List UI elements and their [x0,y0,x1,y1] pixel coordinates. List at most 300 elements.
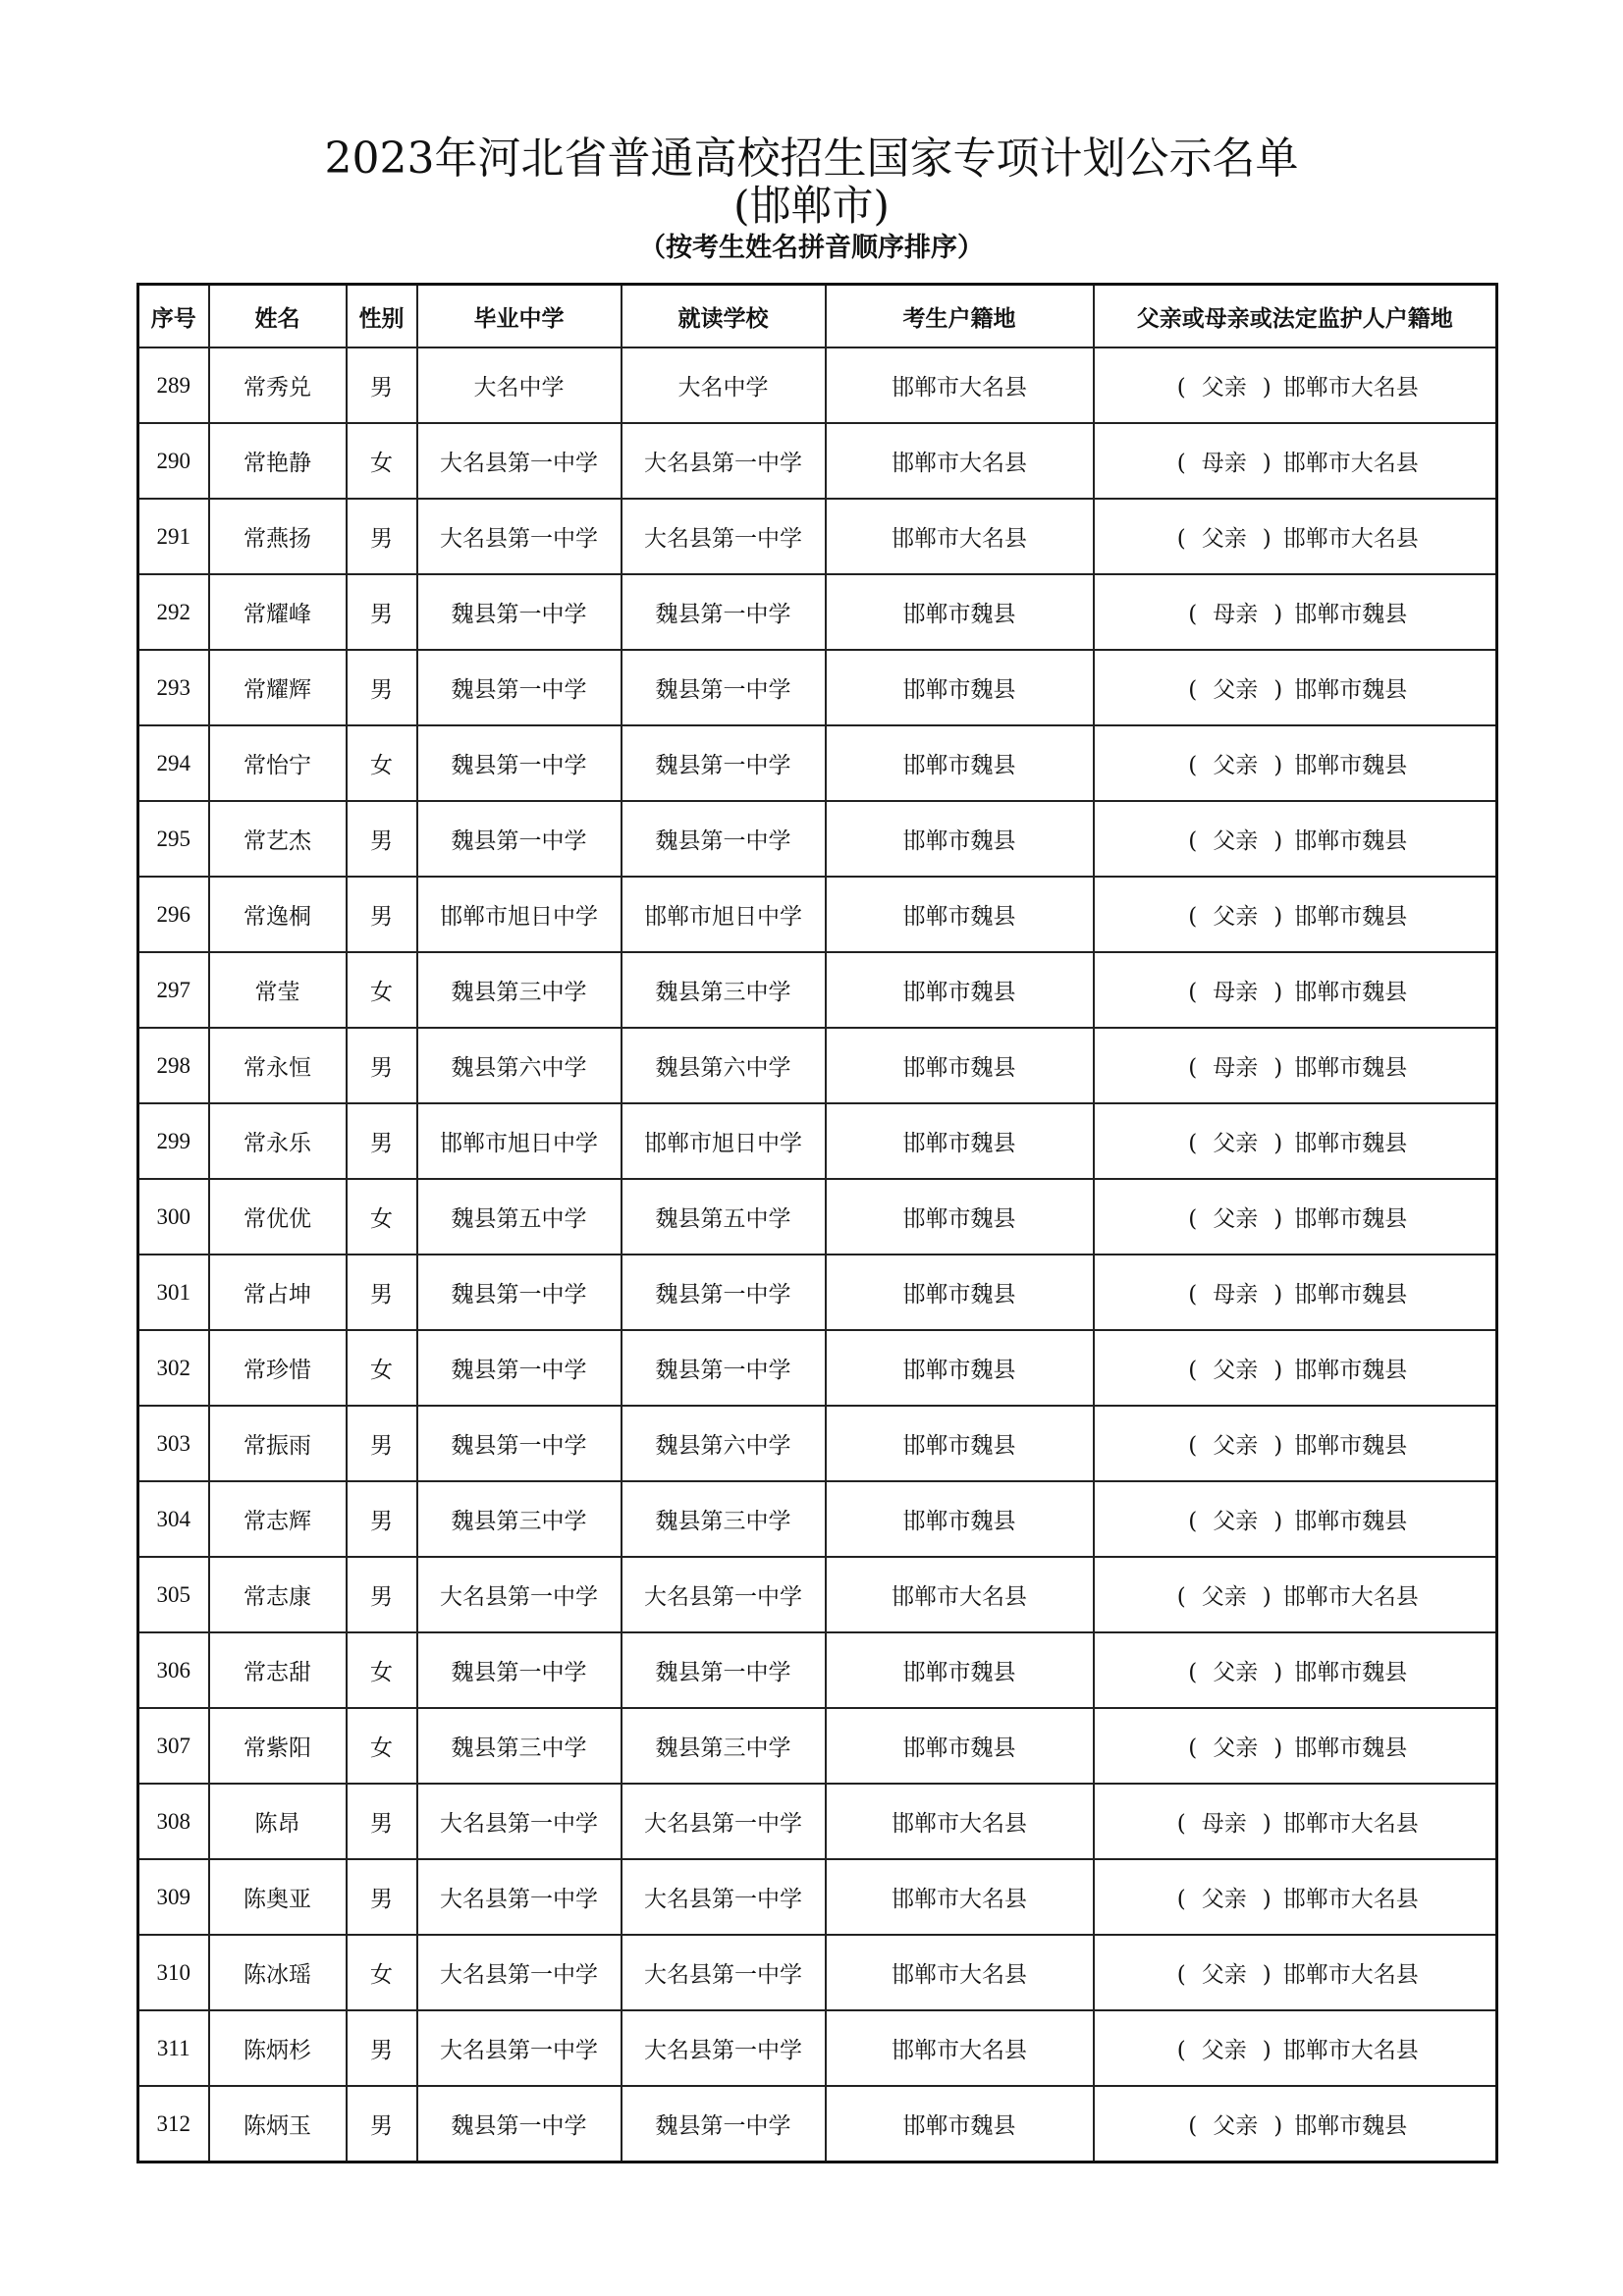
guardian-label: 父亲 [1213,1509,1259,1534]
guardian-place: 邯郸市魏县 [1294,980,1408,1005]
guardian-label: 父亲 [1201,375,1247,400]
close-paren: ) [1262,1962,1271,1988]
guardian-label: 父亲 [1213,1358,1259,1383]
cell-name: 常艺杰 [209,801,347,877]
guardian-place: 邯郸市魏县 [1294,1358,1408,1383]
cell-name: 常逸桐 [209,877,347,952]
cell-hukou: 邯郸市魏县 [826,1708,1094,1784]
open-paren: ( [1188,1660,1198,1685]
header-name: 姓名 [209,285,347,348]
table-row [138,725,1497,801]
cell-current-school: 大名县第一中学 [622,2010,826,2086]
cell-current-school: 魏县第一中学 [622,1632,826,1708]
document-title: 2023年河北省普通高校招生国家专项计划公示名单 [324,133,1299,184]
cell-guardian-hukou [1094,1557,1497,1632]
cell-grad-school: 大名县第一中学 [417,1784,622,1859]
open-paren: ( [1188,602,1198,627]
cell-name: 常怡宁 [209,725,347,801]
open-paren: ( [1188,1131,1198,1156]
cell-hukou: 邯郸市大名县 [826,499,1094,574]
guardian-relation [1182,1654,1288,1686]
guardian-relation [1182,974,1288,1006]
table-row [138,1406,1497,1481]
open-paren: ( [1188,753,1198,778]
cell-name: 常振雨 [209,1406,347,1481]
close-paren: ) [1262,375,1271,400]
cell-name: 常优优 [209,1179,347,1255]
guardian-label: 父亲 [1213,1735,1259,1761]
guardian-label: 父亲 [1213,677,1259,703]
cell-name: 常耀辉 [209,650,347,725]
cell-current-school: 魏县第五中学 [622,1179,826,1255]
cell-guardian-hukou [1094,650,1497,725]
cell-hukou: 邯郸市魏县 [826,574,1094,650]
cell-guardian-hukou [1094,1028,1497,1103]
close-paren: ) [1262,1584,1271,1610]
cell-name: 常永恒 [209,1028,347,1103]
open-paren: ( [1188,904,1198,930]
cell-grad-school: 魏县第三中学 [417,1481,622,1557]
cell-current-school: 大名中学 [622,347,826,423]
cell-gender: 男 [347,1784,417,1859]
cell-grad-school: 邯郸市旭日中学 [417,877,622,952]
close-paren: ) [1262,1811,1271,1837]
cell-current-school: 魏县第六中学 [622,1406,826,1481]
cell-no: 291 [138,499,209,574]
guardian-relation [1182,747,1288,779]
guardian-place: 邯郸市魏县 [1294,602,1408,627]
cell-grad-school: 大名县第一中学 [417,1557,622,1632]
cell-hukou: 邯郸市魏县 [826,1632,1094,1708]
cell-no: 305 [138,1557,209,1632]
cell-current-school: 大名县第一中学 [622,423,826,499]
cell-hukou: 邯郸市魏县 [826,1406,1094,1481]
open-paren: ( [1176,1887,1186,1912]
document-subtitle: (邯郸市) [733,182,890,230]
cell-no: 299 [138,1103,209,1179]
guardian-label: 父亲 [1213,2113,1259,2139]
cell-gender: 女 [347,1330,417,1406]
open-paren: ( [1188,1206,1198,1232]
guardian-label: 母亲 [1213,1055,1259,1081]
cell-guardian-hukou [1094,2086,1497,2163]
close-paren: ) [1273,980,1283,1005]
cell-guardian-hukou [1094,1632,1497,1708]
guardian-place: 邯郸市大名县 [1282,1811,1419,1837]
guardian-relation [1171,2032,1277,2064]
close-paren: ) [1273,1358,1283,1383]
cell-gender: 女 [347,1179,417,1255]
cell-grad-school: 大名县第一中学 [417,2010,622,2086]
cell-guardian-hukou [1094,952,1497,1028]
cell-name: 常秀兑 [209,347,347,423]
cell-hukou: 邯郸市大名县 [826,347,1094,423]
close-paren: ) [1273,1433,1283,1459]
cell-guardian-hukou [1094,1935,1497,2010]
guardian-place: 邯郸市魏县 [1294,1282,1408,1308]
cell-gender: 男 [347,2010,417,2086]
table-row [138,347,1497,423]
guardian-place: 邯郸市魏县 [1294,1509,1408,1534]
table-row [138,2010,1497,2086]
cell-hukou: 邯郸市魏县 [826,2086,1094,2163]
guardian-label: 父亲 [1213,753,1259,778]
cell-hukou: 邯郸市魏县 [826,725,1094,801]
guardian-place: 邯郸市魏县 [1294,677,1408,703]
guardian-relation [1182,2108,1288,2140]
close-paren: ) [1273,904,1283,930]
cell-no: 290 [138,423,209,499]
cell-current-school: 魏县第一中学 [622,1330,826,1406]
cell-hukou: 邯郸市大名县 [826,1557,1094,1632]
open-paren: ( [1188,1055,1198,1081]
cell-name: 陈昂 [209,1784,347,1859]
cell-no: 303 [138,1406,209,1481]
cell-no: 310 [138,1935,209,2010]
open-paren: ( [1176,1584,1186,1610]
cell-current-school: 魏县第三中学 [622,1708,826,1784]
guardian-relation [1171,520,1277,553]
guardian-place: 邯郸市魏县 [1294,1206,1408,1232]
roster-table [136,283,1498,2163]
cell-guardian-hukou [1094,1255,1497,1330]
cell-current-school: 魏县第三中学 [622,1481,826,1557]
guardian-label: 父亲 [1201,2038,1247,2063]
cell-no: 292 [138,574,209,650]
guardian-place: 邯郸市大名县 [1282,375,1419,400]
header-grad-school: 毕业中学 [417,285,622,348]
cell-name: 陈冰瑶 [209,1935,347,2010]
cell-current-school: 大名县第一中学 [622,1784,826,1859]
guardian-place: 邯郸市魏县 [1294,904,1408,930]
cell-gender: 男 [347,499,417,574]
guardian-label: 父亲 [1213,828,1259,854]
cell-name: 常志康 [209,1557,347,1632]
sort-note: （按考生姓名拼音顺序排序） [639,233,984,263]
cell-name: 常永乐 [209,1103,347,1179]
cell-hukou: 邯郸市魏县 [826,1028,1094,1103]
guardian-label: 父亲 [1201,1887,1247,1912]
table-row [138,2086,1497,2163]
open-paren: ( [1176,451,1186,476]
cell-gender: 男 [347,1028,417,1103]
header-gender: 性别 [347,285,417,348]
guardian-relation [1171,1805,1277,1838]
cell-gender: 女 [347,1935,417,2010]
cell-current-school: 魏县第一中学 [622,801,826,877]
cell-gender: 男 [347,877,417,952]
guardian-relation [1182,1427,1288,1460]
cell-hukou: 邯郸市魏县 [826,1103,1094,1179]
cell-hukou: 邯郸市魏县 [826,1255,1094,1330]
cell-name: 常志辉 [209,1481,347,1557]
cell-no: 293 [138,650,209,725]
open-paren: ( [1188,2113,1198,2139]
close-paren: ) [1273,828,1283,854]
cell-gender: 男 [347,1406,417,1481]
open-paren: ( [1188,1735,1198,1761]
cell-name: 常艳静 [209,423,347,499]
cell-guardian-hukou [1094,1784,1497,1859]
guardian-relation [1182,1730,1288,1762]
close-paren: ) [1262,2038,1271,2063]
close-paren: ) [1262,451,1271,476]
open-paren: ( [1176,1811,1186,1837]
cell-guardian-hukou [1094,1103,1497,1179]
table-row [138,650,1497,725]
close-paren: ) [1273,1282,1283,1308]
header-hukou: 考生户籍地 [826,285,1094,348]
cell-hukou: 邯郸市魏县 [826,1179,1094,1255]
cell-guardian-hukou [1094,801,1497,877]
cell-no: 297 [138,952,209,1028]
close-paren: ) [1273,1131,1283,1156]
cell-no: 311 [138,2010,209,2086]
table-row [138,574,1497,650]
cell-grad-school: 魏县第六中学 [417,1028,622,1103]
cell-name: 常紫阳 [209,1708,347,1784]
cell-grad-school: 魏县第一中学 [417,1632,622,1708]
open-paren: ( [1188,677,1198,703]
cell-grad-school: 魏县第三中学 [417,1708,622,1784]
open-paren: ( [1188,1509,1198,1534]
table-row [138,1481,1497,1557]
cell-gender: 男 [347,650,417,725]
cell-hukou: 邯郸市魏县 [826,952,1094,1028]
cell-name: 常耀峰 [209,574,347,650]
table-row [138,1784,1497,1859]
header-current-school: 就读学校 [622,285,826,348]
close-paren: ) [1273,1055,1283,1081]
guardian-place: 邯郸市大名县 [1282,526,1419,552]
cell-name: 常占坤 [209,1255,347,1330]
open-paren: ( [1176,375,1186,400]
cell-hukou: 邯郸市魏县 [826,1481,1094,1557]
cell-no: 300 [138,1179,209,1255]
cell-gender: 女 [347,1708,417,1784]
cell-guardian-hukou [1094,725,1497,801]
close-paren: ) [1273,602,1283,627]
table-row [138,1557,1497,1632]
guardian-place: 邯郸市魏县 [1294,753,1408,778]
cell-no: 304 [138,1481,209,1557]
cell-current-school: 大名县第一中学 [622,1859,826,1935]
guardian-relation [1182,898,1288,931]
open-paren: ( [1176,526,1186,552]
guardian-label: 母亲 [1201,1811,1247,1837]
cell-current-school: 大名县第一中学 [622,499,826,574]
close-paren: ) [1273,1206,1283,1232]
header-guardian-hukou: 父亲或母亲或法定监护人户籍地 [1094,285,1497,348]
cell-current-school: 大名县第一中学 [622,1557,826,1632]
cell-gender: 男 [347,2086,417,2163]
guardian-place: 邯郸市魏县 [1294,1055,1408,1081]
guardian-relation [1182,596,1288,628]
cell-gender: 女 [347,1632,417,1708]
cell-grad-school: 大名中学 [417,347,622,423]
guardian-label: 母亲 [1213,1282,1259,1308]
close-paren: ) [1273,1660,1283,1685]
cell-guardian-hukou [1094,1481,1497,1557]
open-paren: ( [1188,828,1198,854]
guardian-relation [1182,1049,1288,1082]
guardian-label: 母亲 [1201,451,1247,476]
cell-hukou: 邯郸市魏县 [826,877,1094,952]
cell-guardian-hukou [1094,2010,1497,2086]
cell-grad-school: 魏县第一中学 [417,574,622,650]
cell-grad-school: 大名县第一中学 [417,423,622,499]
cell-current-school: 魏县第一中学 [622,725,826,801]
roster-body [138,347,1497,2163]
guardian-relation [1171,1956,1277,1989]
guardian-relation [1182,823,1288,855]
cell-guardian-hukou [1094,499,1497,574]
cell-gender: 男 [347,347,417,423]
cell-grad-school: 大名县第一中学 [417,1935,622,2010]
guardian-label: 父亲 [1213,904,1259,930]
cell-gender: 男 [347,1255,417,1330]
cell-current-school: 魏县第一中学 [622,574,826,650]
guardian-relation [1171,1881,1277,1913]
cell-gender: 男 [347,801,417,877]
cell-gender: 女 [347,952,417,1028]
guardian-relation [1171,445,1277,477]
guardian-label: 父亲 [1213,1131,1259,1156]
cell-hukou: 邯郸市魏县 [826,650,1094,725]
cell-name: 常志甜 [209,1632,347,1708]
guardian-label: 父亲 [1213,1433,1259,1459]
cell-hukou: 邯郸市大名县 [826,1935,1094,2010]
guardian-place: 邯郸市大名县 [1282,1887,1419,1912]
guardian-place: 邯郸市魏县 [1294,1131,1408,1156]
guardian-label: 父亲 [1213,1660,1259,1685]
cell-current-school: 魏县第六中学 [622,1028,826,1103]
cell-current-school: 大名县第一中学 [622,1935,826,2010]
cell-guardian-hukou [1094,1406,1497,1481]
close-paren: ) [1273,753,1283,778]
close-paren: ) [1273,2113,1283,2139]
cell-no: 295 [138,801,209,877]
cell-guardian-hukou [1094,574,1497,650]
table-row [138,1708,1497,1784]
guardian-place: 邯郸市魏县 [1294,2113,1408,2139]
cell-grad-school: 邯郸市旭日中学 [417,1103,622,1179]
cell-no: 289 [138,347,209,423]
cell-hukou: 邯郸市大名县 [826,2010,1094,2086]
cell-grad-school: 魏县第一中学 [417,2086,622,2163]
cell-no: 298 [138,1028,209,1103]
table-row [138,1935,1497,2010]
table-row [138,1632,1497,1708]
cell-hukou: 邯郸市魏县 [826,1330,1094,1406]
close-paren: ) [1273,1735,1283,1761]
open-paren: ( [1188,980,1198,1005]
table-row [138,801,1497,877]
close-paren: ) [1273,1509,1283,1534]
table-row [138,499,1497,574]
cell-name: 陈炳杉 [209,2010,347,2086]
guardian-place: 邯郸市魏县 [1294,1735,1408,1761]
table-row [138,877,1497,952]
guardian-place: 邯郸市魏县 [1294,828,1408,854]
cell-no: 309 [138,1859,209,1935]
guardian-place: 邯郸市大名县 [1282,2038,1419,2063]
open-paren: ( [1188,1433,1198,1459]
table-row [138,1179,1497,1255]
cell-current-school: 魏县第一中学 [622,2086,826,2163]
table-row [138,423,1497,499]
cell-grad-school: 魏县第一中学 [417,1330,622,1406]
table-row [138,1330,1497,1406]
table-row [138,1859,1497,1935]
cell-no: 307 [138,1708,209,1784]
guardian-place: 邯郸市魏县 [1294,1660,1408,1685]
guardian-relation [1182,1125,1288,1157]
cell-name: 陈炳玉 [209,2086,347,2163]
cell-current-school: 邯郸市旭日中学 [622,877,826,952]
open-paren: ( [1188,1282,1198,1308]
cell-guardian-hukou [1094,347,1497,423]
cell-guardian-hukou [1094,877,1497,952]
cell-current-school: 魏县第一中学 [622,650,826,725]
guardian-relation [1171,369,1277,401]
cell-no: 308 [138,1784,209,1859]
cell-guardian-hukou [1094,1330,1497,1406]
guardian-place: 邯郸市大名县 [1282,1962,1419,1988]
cell-gender: 男 [347,1481,417,1557]
cell-guardian-hukou [1094,1859,1497,1935]
cell-gender: 男 [347,1859,417,1935]
cell-name: 常珍惜 [209,1330,347,1406]
open-paren: ( [1176,2038,1186,2063]
cell-grad-school: 魏县第一中学 [417,1406,622,1481]
guardian-place: 邯郸市魏县 [1294,1433,1408,1459]
cell-name: 常莹 [209,952,347,1028]
table-row [138,1103,1497,1179]
cell-grad-school: 魏县第一中学 [417,650,622,725]
guardian-label: 父亲 [1201,1584,1247,1610]
guardian-relation [1182,1201,1288,1233]
cell-name: 陈奥亚 [209,1859,347,1935]
guardian-label: 母亲 [1213,602,1259,627]
cell-hukou: 邯郸市大名县 [826,1859,1094,1935]
cell-current-school: 魏县第一中学 [622,1255,826,1330]
cell-no: 312 [138,2086,209,2163]
cell-grad-school: 魏县第一中学 [417,725,622,801]
close-paren: ) [1262,1887,1271,1912]
cell-guardian-hukou [1094,1708,1497,1784]
cell-no: 294 [138,725,209,801]
cell-hukou: 邯郸市大名县 [826,1784,1094,1859]
cell-current-school: 魏县第三中学 [622,952,826,1028]
cell-grad-school: 魏县第一中学 [417,801,622,877]
cell-gender: 男 [347,1103,417,1179]
header-row [138,285,1497,348]
cell-gender: 女 [347,423,417,499]
guardian-label: 父亲 [1213,1206,1259,1232]
guardian-relation [1182,671,1288,704]
open-paren: ( [1188,1358,1198,1383]
cell-hukou: 邯郸市大名县 [826,423,1094,499]
cell-grad-school: 魏县第一中学 [417,1255,622,1330]
close-paren: ) [1262,526,1271,552]
cell-no: 306 [138,1632,209,1708]
table-row [138,952,1497,1028]
guardian-place: 邯郸市大名县 [1282,1584,1419,1610]
cell-grad-school: 魏县第五中学 [417,1179,622,1255]
cell-hukou: 邯郸市魏县 [826,801,1094,877]
header-no: 序号 [138,285,209,348]
